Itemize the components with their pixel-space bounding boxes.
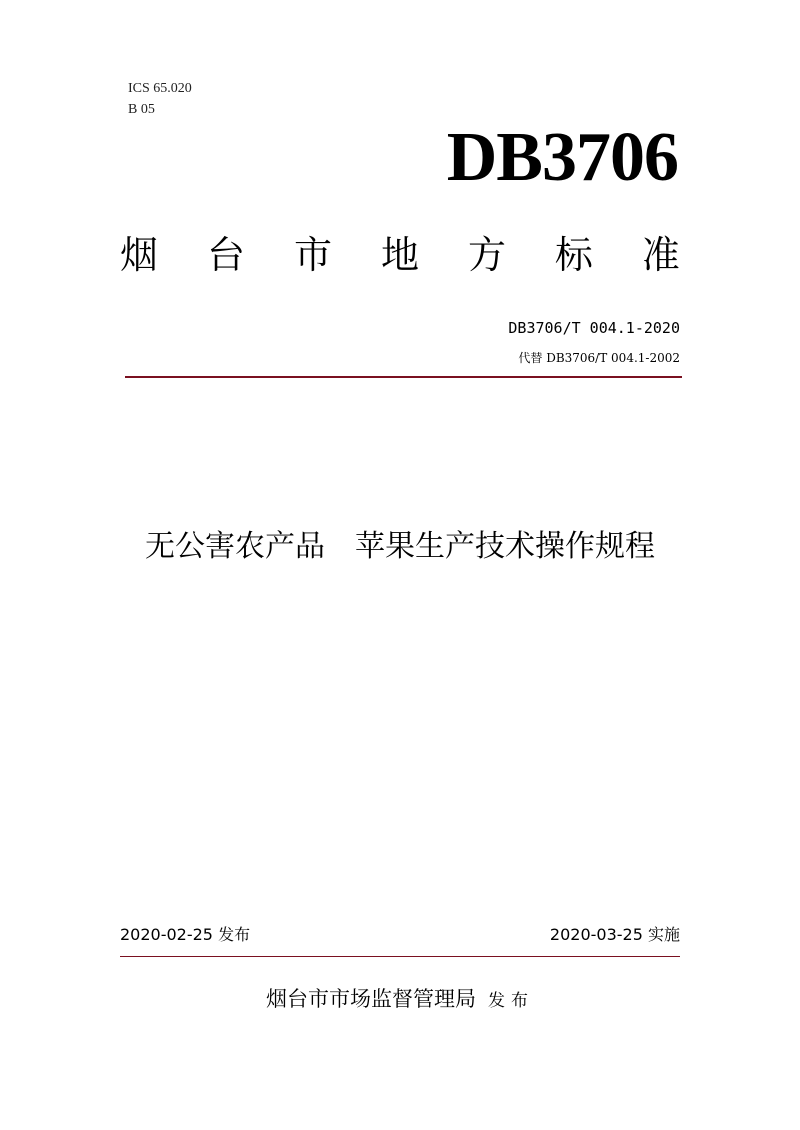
document-title: 无公害农产品 苹果生产技术操作规程 xyxy=(145,529,655,564)
ccs-code: B 05 xyxy=(128,102,155,117)
classification-block xyxy=(128,78,192,120)
standard-type xyxy=(120,230,680,280)
standard-number: DB3706/T 004.1-2020 xyxy=(508,319,680,337)
standard-type-char: 市 xyxy=(293,233,332,277)
header-divider xyxy=(125,376,682,378)
publish-date: 2020-02-25 发布 xyxy=(120,925,251,944)
replaces-note: 代替 DB3706/T 004.1-2002 xyxy=(518,351,680,365)
standard-type-char: 地 xyxy=(380,233,419,277)
issuer-action: 发布 xyxy=(488,991,534,1011)
standard-type-char: 烟 xyxy=(120,233,159,277)
ics-code: ICS 65.020 xyxy=(128,81,192,96)
standard-type-char: 方 xyxy=(467,233,506,277)
standard-code: DB3706 xyxy=(446,119,678,196)
footer-divider xyxy=(120,956,680,957)
standard-type-char: 标 xyxy=(554,233,593,277)
standard-type-char: 台 xyxy=(206,233,245,277)
standard-type-char: 准 xyxy=(641,233,680,277)
issuer-organization: 烟台市市场监督管理局 xyxy=(266,987,476,1011)
issuer-line xyxy=(120,982,680,1018)
implement-date: 2020-03-25 实施 xyxy=(549,925,680,944)
